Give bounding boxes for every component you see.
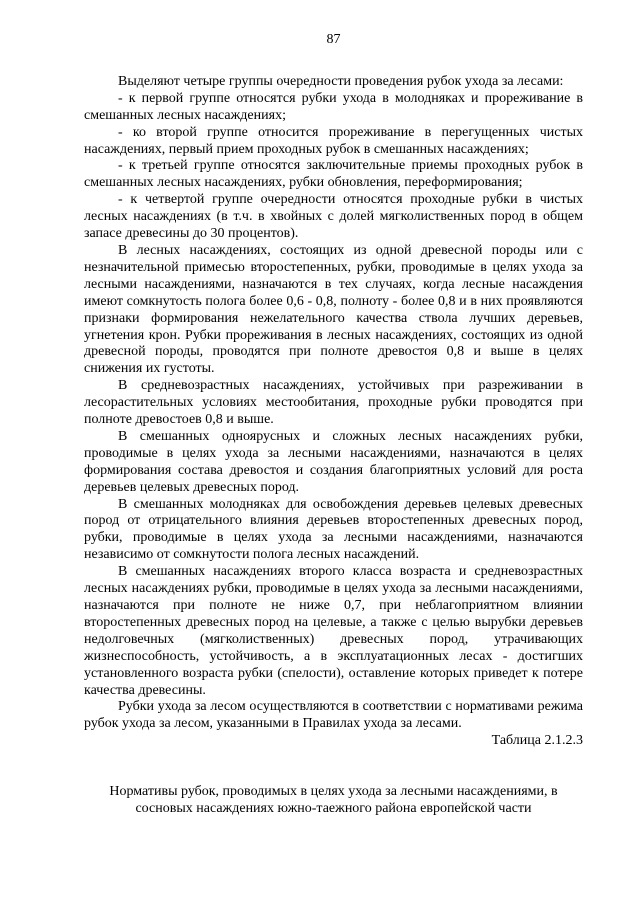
paragraph-norms: Рубки ухода за лесом осуществляются в соответствии с нормативами режима рубок ухода за лесом, указанными в Правилах ухода за лесами.	[84, 699, 583, 732]
paragraph-intro: Выделяют четыре группы очередности проведения рубок ухода за лесами:	[118, 73, 564, 89]
paragraph-group-2: - ко второй группе относится прореживание в перегущенных чистых насаждениях, первый прием проходных рубок в смешанных насаждениях;	[84, 124, 583, 157]
paragraph-group-3: - к третьей группе относятся заключительные приемы проходных рубок в смешанных лесных насаждениях, рубки обновления, переформирования;	[84, 158, 583, 191]
paragraph-group-1: - к первой группе относятся рубки ухода в молодняках и прореживание в смешанных лесных насаждениях;	[84, 90, 583, 123]
paragraph-second-class: В смешанных насаждениях второго класса возраста и средневозрастных лесных насаждениях рубки, проводимые в целях ухода за лесными насаждениями, назначаются при полноте не ниже 0,7, при неблагоприятном влиянии второстепенных древесных пород на целевые, а также с целью вырубки деревьев недолговечных (мягколиственных) древесных пород, утрачивающих жизнеспособность, устойчивость, а в эксплуатационных лесах - достигших установленного возраста рубки (спелости), оставление которых приведет к потере качества древесины.	[84, 564, 583, 698]
paragraph-middle-aged: В средневозрастных насаждениях, устойчивых при разреживании в лесорастительных условиях местообитания, проходные рубки проводятся при полноте древостоев 0,8 и выше.	[84, 378, 583, 428]
page-number: 87	[326, 32, 341, 47]
paragraph-group-4: - к четвертой группе очередности относятся проходные рубки в чистых лесных насаждениях (в т.ч. в хвойных с долей мягколиственных пород в общем запасе древесины до 30 процентов).	[84, 192, 583, 242]
paragraph-single-species: В лесных насаждениях, состоящих из одной древесной породы или с незначительной примесью второстепенных, рубки, проводимые в целях ухода за лесными насаждениями, назначаются в тех случаях, когда лесные насаждения имеют сомкнутость полога более 0,6 - 0,8, полноту - более 0,8 и в них проявляются признаки формирования нежелательного качества ствола лучших деревьев, угнетения крон. Рубки прореживания в лесных насаждениях, состоящих из одной древесной породы, проводятся при полноте древостоя 0,8 и выше в целях снижения их густоты.	[84, 242, 583, 377]
paragraph-mixed-young: В смешанных молодняках для освобождения деревьев целевых древесных пород от отрицательного влияния деревьев второстепенных древесных пород, рубки, проводимые в целях ухода за лесными насаждениями, назначаются независимо от сомкнутости полога лесных насаждений.	[84, 496, 583, 563]
table-reference: Таблица 2.1.2.3	[491, 733, 583, 749]
table-title: Нормативы рубок, проводимых в целях ухода за лесными насаждениями, в сосновых насаждениях южно-таежного района европейской части	[109, 784, 558, 817]
paragraph-mixed-stands: В смешанных одноярусных и сложных лесных насаждениях рубки, проводимые в целях ухода за лесными насаждениями, назначаются в целях формирования состава древостоя и создания благоприятных условий для роста деревьев целевых древесных пород.	[84, 428, 583, 495]
